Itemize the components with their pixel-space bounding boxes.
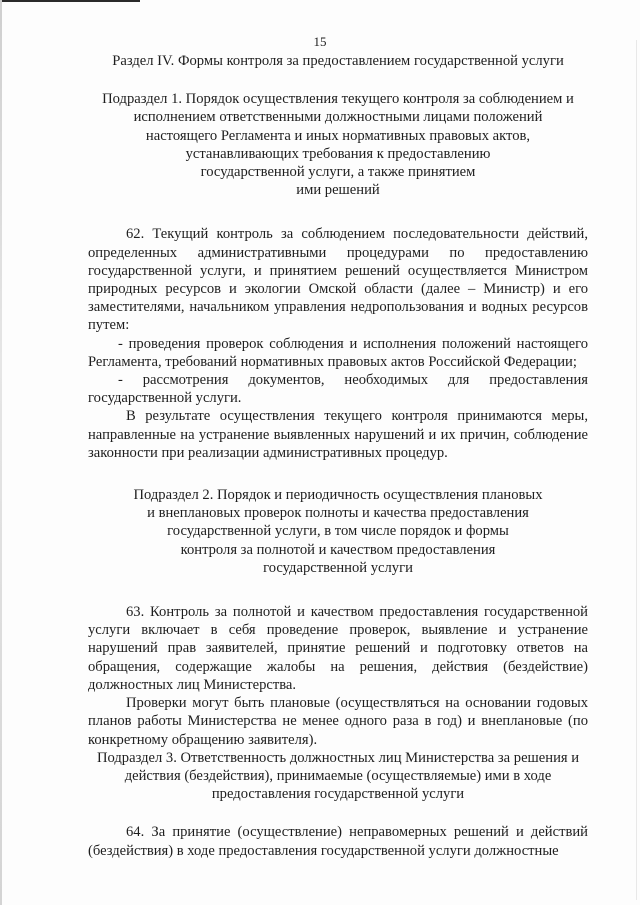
paragraph-63-checks: Проверки могут быть плановые (осуществляться на основании годовых планов работы Министерства не менее одного раза в год) и внеплановые (по конкретному обращению заявителя). [88, 695, 588, 748]
paragraph-63 [88, 603, 588, 749]
scan-edge-left [0, 0, 2, 905]
subsection-1-line: ими решений [296, 182, 380, 199]
document-body [88, 52, 588, 860]
paragraph-64 [88, 823, 588, 859]
subsection-2-line: государственной услуги, в том числе порядок и формы [167, 523, 509, 540]
subsection-1-line: исполнением ответственными должностными лицами положений [133, 109, 543, 126]
subsection-3-heading [88, 749, 588, 804]
subsection-1-line: Подраздел 1. Порядок осуществления текущего контроля за соблюдением и [102, 91, 574, 108]
paragraph-63-text: 63. Контроль за полнотой и качеством предоставления государственной услуги включает в себя проведение проверок, выявление и устранение нарушений прав заявителей, принятие решений и подготовку ответов на обращения, содержащие жалобы на решения, действия (бездействие) должностных лиц Министерства. [88, 604, 588, 693]
list-item-inspections: - проведения проверок соблюдения и исполнения положений настоящего Регламента, требований нормативных правовых актов Российской Федерации; [88, 335, 588, 370]
paragraph-62-text: 62. Текущий контроль за соблюдением последовательности действий, определенных административными процедурами по предоставлению государственной услуги, и принятием решений осуществляется Министром природных ресурсов и экологии Омской области (далее – Министр) и его заместителями, начальником управления недропользования и водных ресурсов путем: [88, 226, 588, 334]
subsection-2-line: контроля за полнотой и качеством предоставления [180, 541, 496, 558]
subsection-2-line: и внеплановых проверок полноты и качества предоставления [147, 505, 529, 522]
list-item-documents: - рассмотрения документов, необходимых для предоставления государственной услуги. [88, 372, 588, 407]
subsection-1-heading [88, 90, 588, 199]
subsection-3-line: предоставления государственной услуги [211, 786, 465, 803]
paragraph-62 [88, 225, 588, 462]
subsection-2-line: государственной услуги [263, 559, 413, 576]
scan-edge-right [636, 40, 637, 900]
subsection-3-line: действия (бездействия), принимаемые (осуществляемые) ими в ходе [124, 767, 552, 784]
paragraph-62-result: В результате осуществления текущего контроля принимаются меры, направленные на устранение выявленных нарушений и их причин, соблюдение законности при реализации административных процедур. [88, 408, 588, 461]
subsection-2-line: Подраздел 2. Порядок и периодичность осуществления плановых [133, 487, 543, 504]
subsection-1-line: устанавливающих требования к предоставлению [185, 145, 491, 162]
subsection-1-line: государственной услуги, а также принятием [200, 164, 476, 181]
section-title: Раздел IV. Формы контроля за предоставлением государственной услуги [112, 53, 564, 69]
subsection-3-line: Подраздел 3. Ответственность должностных лиц Министерства за решения и [96, 749, 580, 766]
subsection-1-line: настоящего Регламента и иных нормативных правовых актов, [145, 127, 531, 144]
page-number: 15 [313, 34, 327, 49]
subsection-2-heading [88, 486, 588, 577]
scan-edge-top [0, 0, 140, 2]
paragraph-64-text: 64. За принятие (осуществление) неправомерных решений и действий (бездействия) в ходе предоставления государственной услуги должностные [88, 824, 588, 859]
